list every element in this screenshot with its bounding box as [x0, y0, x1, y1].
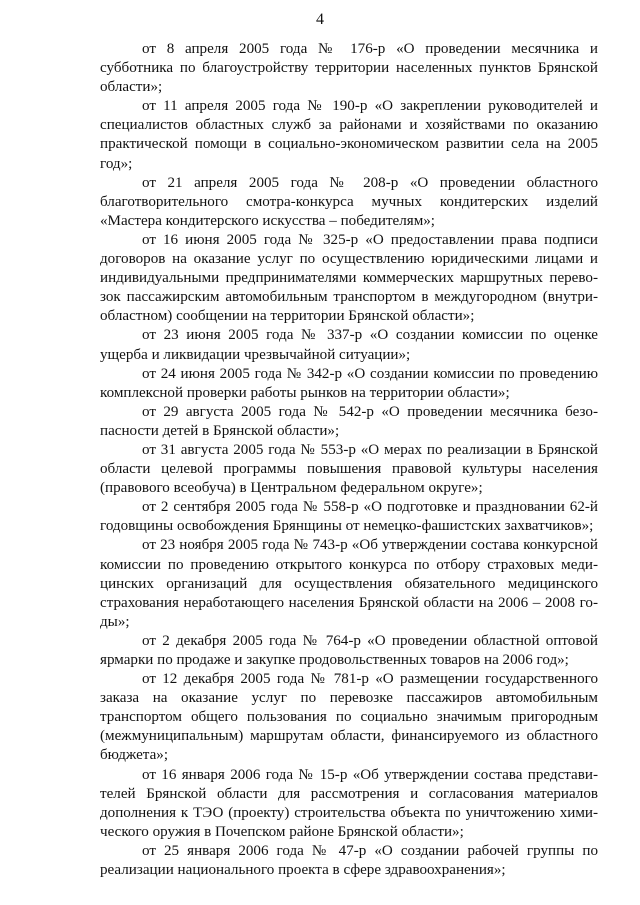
paragraph-order-781: от 12 декабря 2005 года № 781-р «О размещении государственного заказа на оказание услуг по перевозке пассажиров автомобильным транспортом общего пользования по социально значимым пригородным (межмуниципальным) маршрутам области, финансируемого из областного бюджета»;	[100, 671, 598, 764]
paragraph-order-542: от 29 августа 2005 года № 542-р «О проведении месячника безопасности детей в Брянской области»;	[100, 403, 598, 439]
paragraph-order-208: от 21 апреля 2005 года № 208-р «О проведении областного благотворительного смотра-конкурса мучных кондитерских изделий «Мастера кондитерского искусства – победителям»;	[100, 174, 598, 229]
paragraph-order-337: от 23 июня 2005 года № 337-р «О создании комиссии по оценке ущерба и ликвидации чрезвычайной ситуации»;	[100, 327, 598, 363]
paragraph-order-325: от 16 июня 2005 года № 325-р «О предоставлении права подписи договоров на оказание услуг по осуществлению юридическими лицами и индивидуальными предпринимателями коммерческих маршрутных перевозок пассажирским автомобильным транспортом в междугородном (внутриобластном) сообщении на территории Брянской области»;	[100, 231, 598, 325]
paragraph-order-15: от 16 января 2006 года № 15-р «Об утверждении состава представителей Брянской области для рассмотрения и согласования материалов дополнения к ТЭО (проекту) строительства объекта по уничтожению химического оружия в Почепском районе Брянской области»;	[100, 766, 598, 840]
paragraph-order-342: от 24 июня 2005 года № 342-р «О создании комиссии по проведению комплексной проверки работы рынков на территории области»;	[100, 365, 598, 401]
paragraph-order-47: от 25 января 2006 года № 47-р «О создании рабочей группы по реализации национального проекта в сфере здравоохранения»;	[100, 842, 598, 879]
document-body	[100, 40, 598, 880]
paragraph-order-764: от 2 декабря 2005 года № 764-р «О проведении областной оптовой ярмарки по продаже и закупке продовольственных товаров на 2006 год»;	[100, 632, 598, 668]
page-number: 4	[316, 11, 324, 28]
paragraph-order-190: от 11 апреля 2005 года № 190-р «О закреплении руководителей и специалистов областных служб за районами и хозяйствами по оказанию практической помощи в социально-экономическом развитии села на 2005 год»;	[100, 98, 598, 172]
paragraph-order-558: от 2 сентября 2005 года № 558-р «О подготовке и праздновании 62-й годовщины освобождения Брянщины от немецко-фашистских захватчиков»;	[100, 499, 598, 535]
paragraph-order-176: от 8 апреля 2005 года № 176-р «О проведении месячника и субботника по благоустройству территории населенных пунктов Брянской области»;	[100, 41, 598, 96]
paragraph-order-743: от 23 ноября 2005 года № 743-р «Об утверждении состава конкурсной комиссии по проведению открытого конкурса по отбору страховых медицинских организаций для осуществления обязательного медицинского страхования неработающего населения Брянской области на 2006 – 2008 годы»;	[100, 537, 598, 630]
paragraph-order-553: от 31 августа 2005 года № 553-р «О мерах по реализации в Брянской области целевой программы повышения правовой культуры населения (правового всеобуча) в Центральном федеральном округе»;	[100, 441, 598, 497]
